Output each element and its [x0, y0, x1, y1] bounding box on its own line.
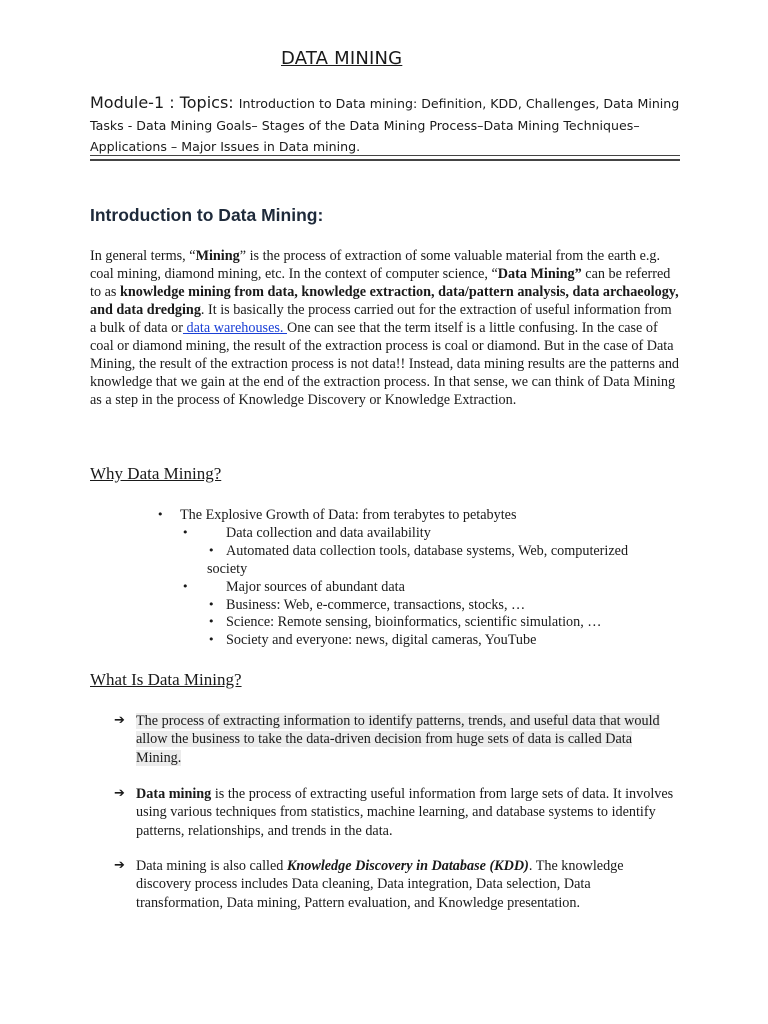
arrow-right-icon: ➔ — [114, 786, 125, 801]
what-item-1 — [136, 712, 676, 767]
what-item-2-bold: Data mining — [136, 786, 212, 802]
arrow-right-icon: ➔ — [114, 858, 125, 873]
what-item-1-text: The process of extracting information to identify patterns, trends, and useful data that would allow the business to take the data-driven decision from huge sets of data is called Data Mining. — [136, 713, 660, 766]
list-item: Automated data collection tools, database systems, Web, computerized — [226, 543, 629, 559]
what-item-2 — [136, 785, 676, 840]
intro-text-3: can be referred to as — [90, 266, 671, 300]
bullet-icon: • — [208, 615, 215, 628]
list-item-continuation: society — [207, 561, 248, 577]
list-item: Science: Remote sensing, bioinformatics, scientific simulation, … — [226, 614, 602, 630]
list-item: Society and everyone: news, digital cameras, YouTube — [226, 632, 537, 648]
intro-text-1: In general terms, “ — [90, 248, 196, 264]
document-title: DATA MINING — [281, 48, 403, 69]
bullet-icon: • — [182, 580, 189, 593]
arrow-right-icon: ➔ — [114, 713, 125, 728]
list-item: The Explosive Growth of Data: from terabytes to petabytes — [180, 507, 517, 523]
bullet-icon: • — [208, 598, 215, 611]
bullet-icon: • — [208, 633, 215, 646]
divider-thin — [90, 155, 680, 156]
module-topics — [90, 92, 690, 158]
module-label: Module-1 : Topics: — [90, 93, 239, 112]
what-item-3 — [136, 857, 676, 912]
what-item-3-text-2: . The knowledge discovery process includes Data cleaning, Data integration, Data selection, Data transformation, Data mining, Pattern evaluation, and Knowledge presentation. — [136, 858, 624, 911]
what-heading: What Is Data Mining? — [90, 670, 242, 689]
intro-text-2: ” is the process of extraction of some valuable material from the earth e.g. coal mining, diamond mining, etc. In the context of computer science, “ — [90, 248, 661, 282]
list-item: Data collection and data availability — [226, 525, 431, 541]
intro-paragraph — [90, 247, 680, 409]
why-heading: Why Data Mining? — [90, 464, 222, 483]
data-warehouses-link[interactable]: data warehouses. — [182, 320, 287, 336]
intro-bold-mining: Mining — [195, 248, 240, 264]
list-item: Major sources of abundant data — [226, 579, 405, 595]
bullet-icon: • — [182, 526, 189, 539]
intro-heading: Introduction to Data Mining: — [90, 205, 324, 225]
intro-text-5: One can see that the term itself is a little confusing. In the case of coal or diamond mining, the result of the extraction process is coal or diamond. But in the case of Data Mining, the result of the extraction process is not data!! Instead, data mining results are the patterns and knowledge that we gain at the end of the extraction process. In that sense, we can think of Data Mining as a step in the process of Knowledge Discovery or Knowledge Extraction. — [90, 320, 680, 408]
divider-thick — [90, 159, 680, 161]
bullet-icon: • — [157, 508, 164, 521]
what-item-2-text: is the process of extracting useful information from large sets of data. It involves using various techniques from statistics, machine learning, and database systems to identify patterns, relationships, and trends in the data. — [136, 786, 674, 839]
what-item-3-text-1: Data mining is also called — [136, 858, 287, 874]
what-item-3-bold-italic: Knowledge Discovery in Database (KDD) — [286, 858, 529, 874]
intro-bold-terms: knowledge mining from data, knowledge extraction, data/pattern analysis, data archaeology, and data dredging — [90, 284, 679, 318]
list-item: Business: Web, e-commerce, transactions, stocks, … — [226, 597, 526, 613]
module-topics-text: Introduction to Data mining: Definition, KDD, Challenges, Data Mining Tasks - Data Mining Goals– Stages of the Data Mining Process–Data Mining Techniques–Applications – Major Issues in Data mining. — [90, 96, 680, 154]
intro-bold-data-mining: Data Mining” — [497, 266, 582, 282]
intro-text-4: . It is basically the process carried out for the extraction of useful information from a bulk of data or — [90, 302, 672, 336]
bullet-icon: • — [208, 544, 215, 557]
